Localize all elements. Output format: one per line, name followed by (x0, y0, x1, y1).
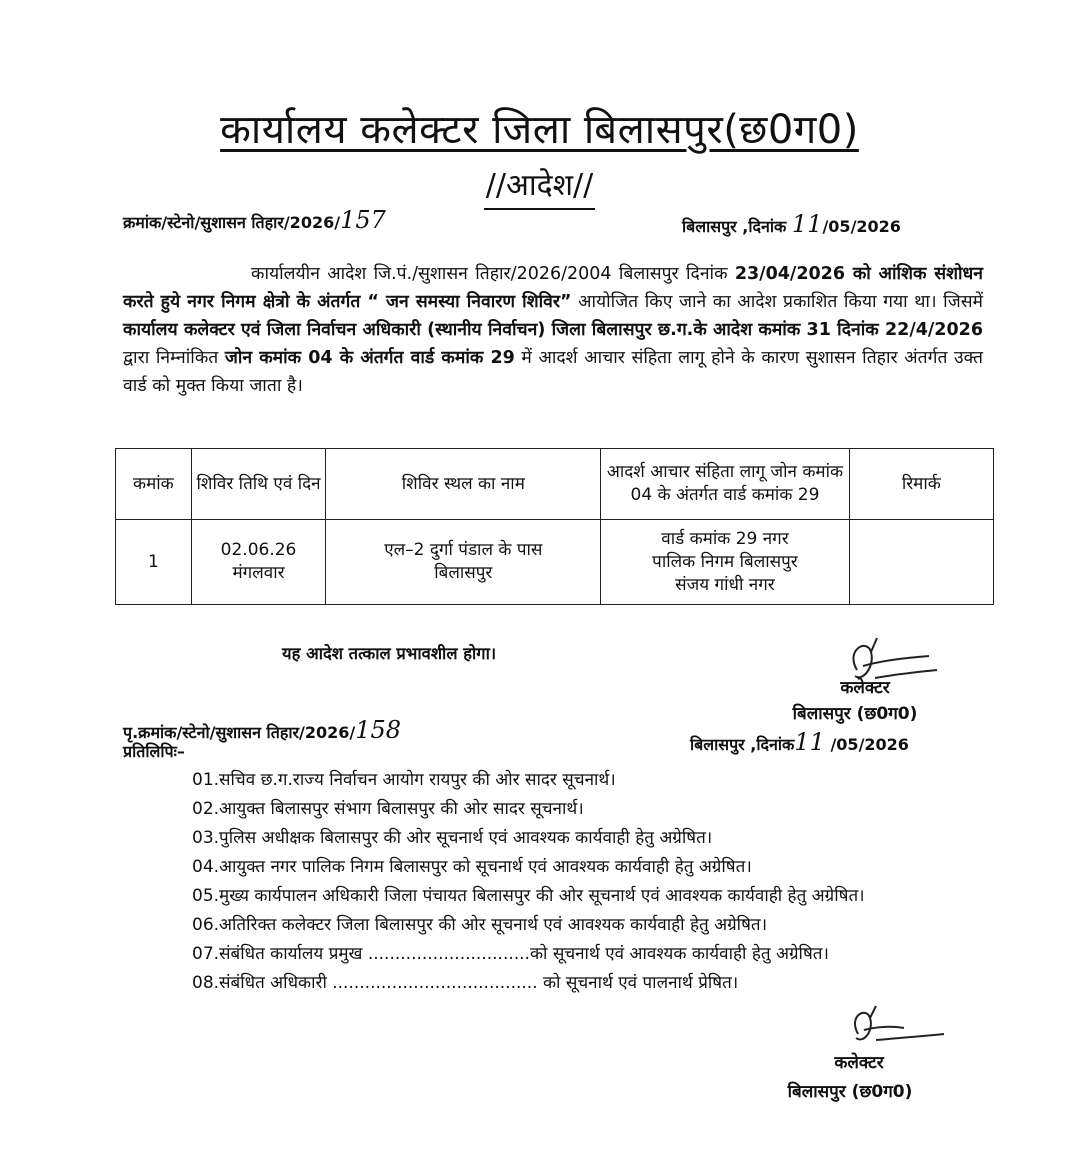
office-title: कार्यालय कलेक्टर जिला बिलासपुर(छ0ग0) (220, 107, 859, 153)
handwritten-endorsement-day: 11 (794, 728, 825, 756)
handwritten-order-number: 157 (340, 206, 386, 234)
table-header-row (116, 449, 994, 520)
table-header-remark: रिमार्क (849, 449, 993, 520)
table-header-ward: आदर्श आचार संहिता लागू जोन कमांक 04 के अंतर्गत वार्ड कमांक 29 (601, 449, 849, 520)
order-date: बिलासपुर ,दिनांक 11/05/2026 (682, 210, 901, 238)
table-row (116, 520, 994, 605)
handwritten-order-day: 11 (791, 210, 823, 238)
table-header-date: शिविर तिथि एवं दिन (191, 449, 326, 520)
signatory-1-designation: कलेक्टर (840, 678, 890, 698)
cell-date: 02.06.26 मंगलवार (191, 520, 326, 605)
cell-remark (849, 520, 993, 605)
order-number: क्रमांक/स्टेनो/सुशासन तिहार/2026/157 (123, 206, 386, 234)
handwritten-endorsement-number: 158 (355, 716, 402, 744)
endorsement-number: पृ.क्रमांक/स्टेनो/सुशासन तिहार/2026/158 (123, 716, 402, 744)
effective-note: यह आदेश तत्काल प्रभावशील होगा। (282, 644, 497, 663)
order-body-paragraph: कार्यालयीन आदेश जि.पं./सुशासन तिहार/2026/2004 बिलासपुर दिनांक 23/04/2026 को आंशिक संशोधन करते हुये नगर निगम क्षेत्रो के अंतर्गत “ जन समस्या निवारण शिविर” आयोजित किए जाने का आदेश प्रकाशित किया गया था। जिसमें कार्यालय कलेक्टर एवं जिला निर्वाचन अधिकारी (स्थानीय निर्वाचन) जिला बिलासपुर छ.ग.के आदेश कमांक 31 दिनांक 22/4/2026 द्वारा निम्नांकित जोन कमांक 04 के अंतर्गत वार्ड कमांक 29 में आदर्श आचार संहिता लागू होने के कारण सुशासन तिहार अंतर्गत उक्त वार्ड को मुक्त किया जाता है। (123, 264, 984, 396)
cell-serial: 1 (116, 520, 192, 605)
signatory-2 (770, 1050, 930, 1102)
signatory-2-place: बिलासपुर (छ0ग0) (787, 1082, 913, 1102)
copy-list (192, 768, 982, 1000)
list-item: 02.आयुक्त बिलासपुर संभाग बिलासपुर की ओर सादर सूचनार्थ। (192, 799, 584, 819)
signatory-1-place: बिलासपुर (छ0ग0) (792, 704, 918, 724)
order-heading: //आदेश// (0, 163, 1079, 210)
table-header-serial: कमांक (116, 449, 192, 520)
list-item: 08.संबंधित अधिकारी ...................................... को सूचनार्थ एवं पालनार्थ प्रेषित। (192, 973, 739, 993)
list-item: 03.पुलिस अधीक्षक बिलासपुर की ओर सूचनार्थ एवं आवश्यक कार्यवाही हेतु अग्रेषित। (192, 828, 713, 848)
table-header-venue: शिविर स्थल का नाम (326, 449, 601, 520)
list-item: 06.अतिरिक्त कलेक्टर जिला बिलासपुर की ओर सूचनार्थ एवं आवश्यक कार्यवाही हेतु अग्रेषित। (192, 915, 768, 935)
copy-label: प्रतिलिपिः– (123, 742, 185, 761)
endorsement-date: बिलासपुर ,दिनांक11 /05/2026 (690, 728, 909, 756)
list-item: 07.संबंधित कार्यालय प्रमुख ..............................को सूचनार्थ एवं आवश्यक कार्यवाही हेतु अग्रेषित। (192, 944, 829, 964)
signatory-2-designation: कलेक्टर (834, 1053, 884, 1073)
list-item: 05.मुख्य कार्यपालन अधिकारी जिला पंचायत बिलासपुर की ओर सूचनार्थ एवं आवश्यक कार्यवाही हेतु अग्रेषित। (192, 886, 865, 906)
camp-table (115, 448, 994, 605)
list-item: 01.सचिव छ.ग.राज्य निर्वाचन आयोग रायपुर की ओर सादर सूचनार्थ। (192, 770, 616, 790)
cell-venue: एल–2 दुर्गा पंडाल के पास बिलासपुर (326, 520, 601, 605)
list-item: 04.आयुक्त नगर पालिक निगम बिलासपुर को सूचनार्थ एवं आवश्यक कार्यवाही हेतु अग्रेषित। (192, 857, 752, 877)
signatory-1 (775, 675, 935, 724)
cell-ward: वार्ड कमांक 29 नगर पालिक निगम बिलासपुर संजय गांधी नगर (601, 520, 849, 605)
